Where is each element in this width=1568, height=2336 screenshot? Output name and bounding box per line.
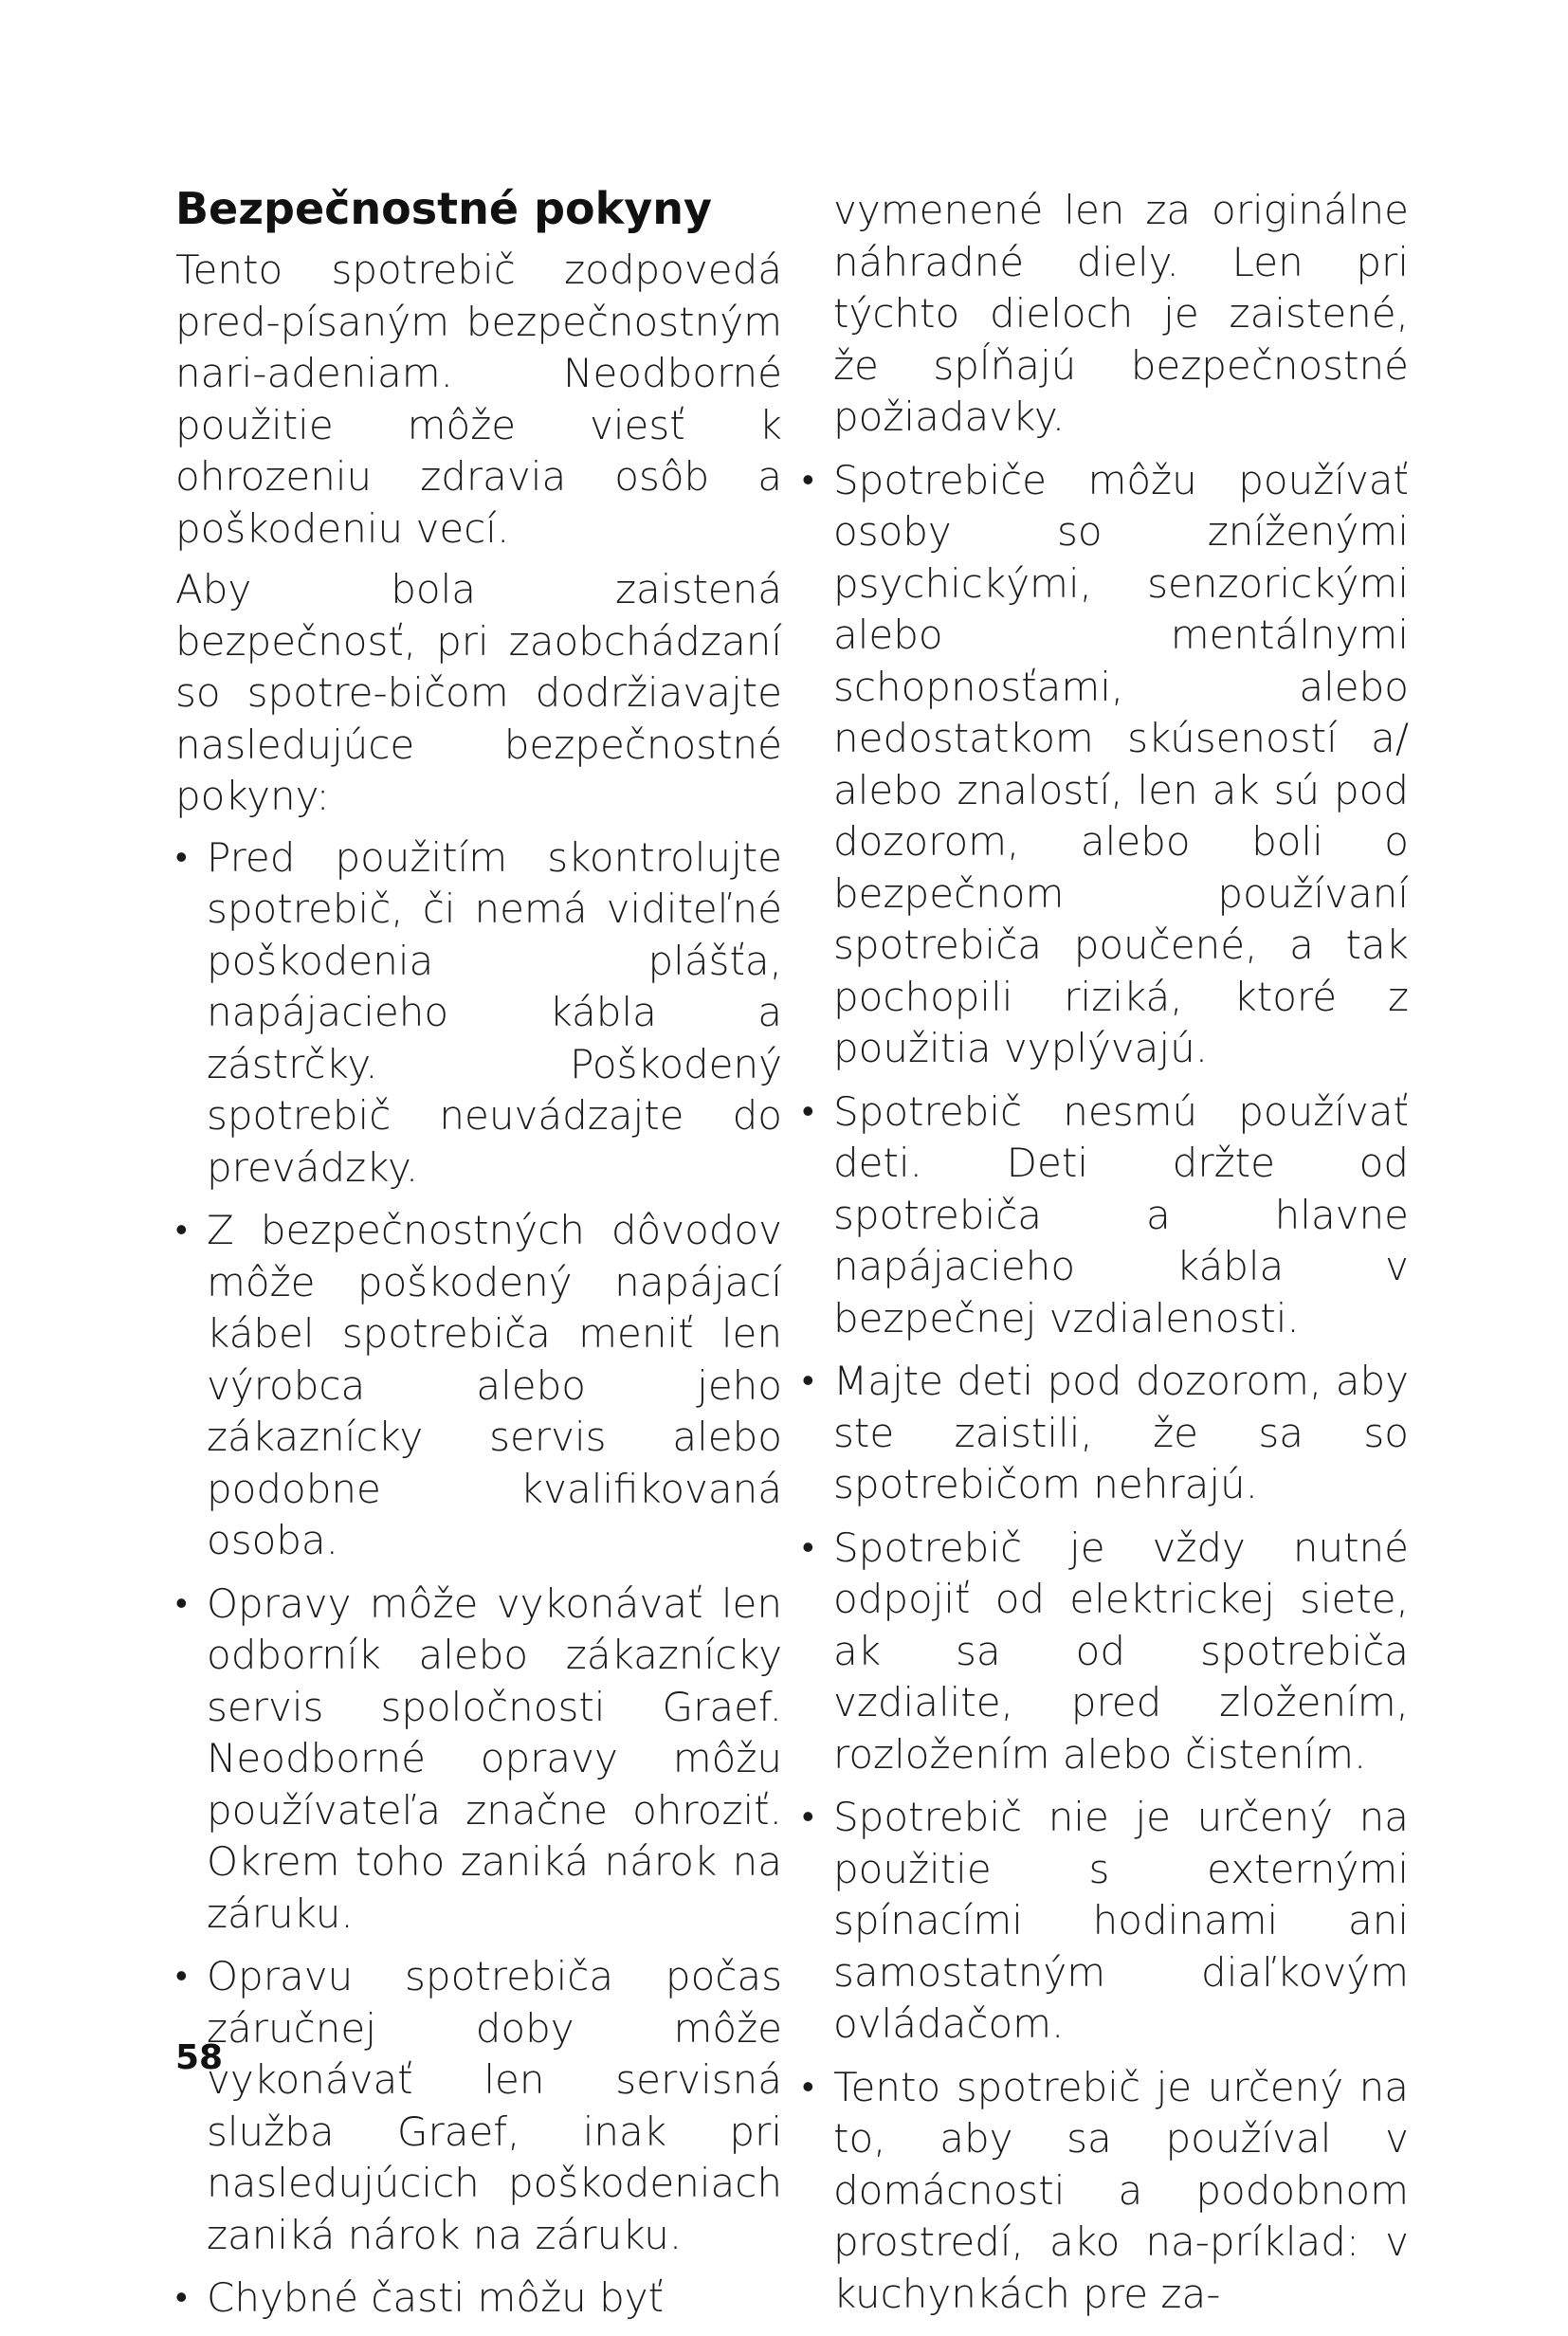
intro-paragraph-1: Tento spotrebič zodpovedá pred-písaným bezpečnostným nari-adeniam. Neodborné použitie môže viesť k ohrozeniu zdravia osôb a poškodeniu vecí. — [175, 246, 782, 552]
list-item-text: Z bezpečnostných dôvodov môže poškodený napájací kábel spotrebiča meniť len výrobca alebo jeho zákaznícky servis alebo podobne kvalifikovaná osoba. — [207, 1207, 782, 1563]
list-item-text: Tento spotrebič je určený na to, aby sa používal v domácnosti a podobnom prostredí, ako na-príklad: v kuchynkách pre za- — [833, 2063, 1409, 2317]
list-item-text: Spotrebič je vždy nutné odpojiť od elektrickej siete, ak sa od spotrebiča vzdialite, pred zložením, rozložením alebo čistením. — [833, 1524, 1409, 1778]
right-column — [802, 185, 1409, 2331]
list-item-text: Spotrebiče môžu používať osoby so zníženými psychickými, senzorickými alebo mentálnymi schopnosťami, alebo nedostatkom skúseností a/ alebo znalostí, len ak sú pod dozorom, alebo boli o bezpečnom používaní spotrebiča poučené, a tak pochopili riziká, ktoré z použitia vyplývajú. — [833, 456, 1409, 1071]
list-item — [802, 1356, 1409, 1511]
list-item — [175, 1579, 782, 1941]
bullet-icon: • — [175, 1211, 188, 1250]
bullet-icon: • — [175, 1957, 188, 1996]
bullet-icon: • — [802, 1527, 814, 1567]
list-item-text: Opravu spotrebiča počas záručnej doby môže vykonávať len servisná služba Graef, inak pri nasledujúcich poškodeniach zaniká nárok na záruku. — [207, 1953, 782, 2258]
list-item-text: Majte deti pod dozorom, aby ste zaistili, že sa so spotrebičom nehrajú. — [833, 1358, 1409, 1507]
bullet-icon: • — [802, 1798, 814, 1836]
list-item — [802, 455, 1409, 1075]
list-item-text: Spotrebič nie je určený na použitie s externými spínacími hodinami ani samostatným diaľkovým ovládačom. — [833, 1794, 1409, 2047]
left-column — [175, 180, 782, 2336]
list-item — [175, 1951, 782, 2261]
bullet-icon: • — [175, 1583, 188, 1623]
list-item-text: Pred použitím skontrolujte spotrebič, či nemá viditeľné poškodenia plášťa, napájacieho kábla a zástrčky. Poškodený spotrebič neuvádzajte do prevádzky. — [207, 833, 782, 1191]
bullet-icon: • — [175, 837, 188, 877]
intro-paragraph-2: Aby bola zaistená bezpečnosť, pri zaobchádzaní so spotre-bičom dodržiavajte nasledujúce bezpečnostné pokyny: — [175, 566, 782, 819]
bullet-icon: • — [802, 1361, 814, 1400]
list-item — [802, 2062, 1409, 2321]
bullet-icon: • — [802, 460, 814, 500]
bullet-icon: • — [802, 2067, 814, 2107]
list-item — [175, 2272, 782, 2325]
list-item-text: Opravy môže vykonávať len odborník alebo zákaznícky servis spoločnosti Graef. Neodborné opravy môžu používateľa značne ohroziť. Okrem toho zaniká nárok na záruku. — [207, 1579, 782, 1937]
list-item — [802, 1792, 1409, 2051]
list-item-text: Chybné časti môžu byť — [207, 2274, 665, 2321]
right-bullet-list — [802, 455, 1409, 2321]
continuation-text: vymenené len za originálne náhradné diely. Len pri týchto dieloch je zaistené, že spĺňajú bezpečnostné požiadavky. — [833, 187, 1409, 440]
list-item — [175, 1205, 782, 1567]
left-bullet-list — [175, 832, 782, 2325]
bullet-icon: • — [175, 2278, 188, 2317]
bullet-icon: • — [802, 1091, 814, 1131]
section-heading: Bezpečnostné pokyny — [175, 183, 712, 234]
list-item — [175, 832, 782, 1195]
list-item — [802, 1086, 1409, 1345]
list-item-text: Spotrebič nesmú používať deti. Deti držte od spotrebiča a hlavne napájacieho kábla v bezpečnej vzdialenosti. — [833, 1087, 1409, 1341]
page-number: 58 — [175, 2038, 224, 2077]
list-item — [802, 1523, 1409, 1781]
